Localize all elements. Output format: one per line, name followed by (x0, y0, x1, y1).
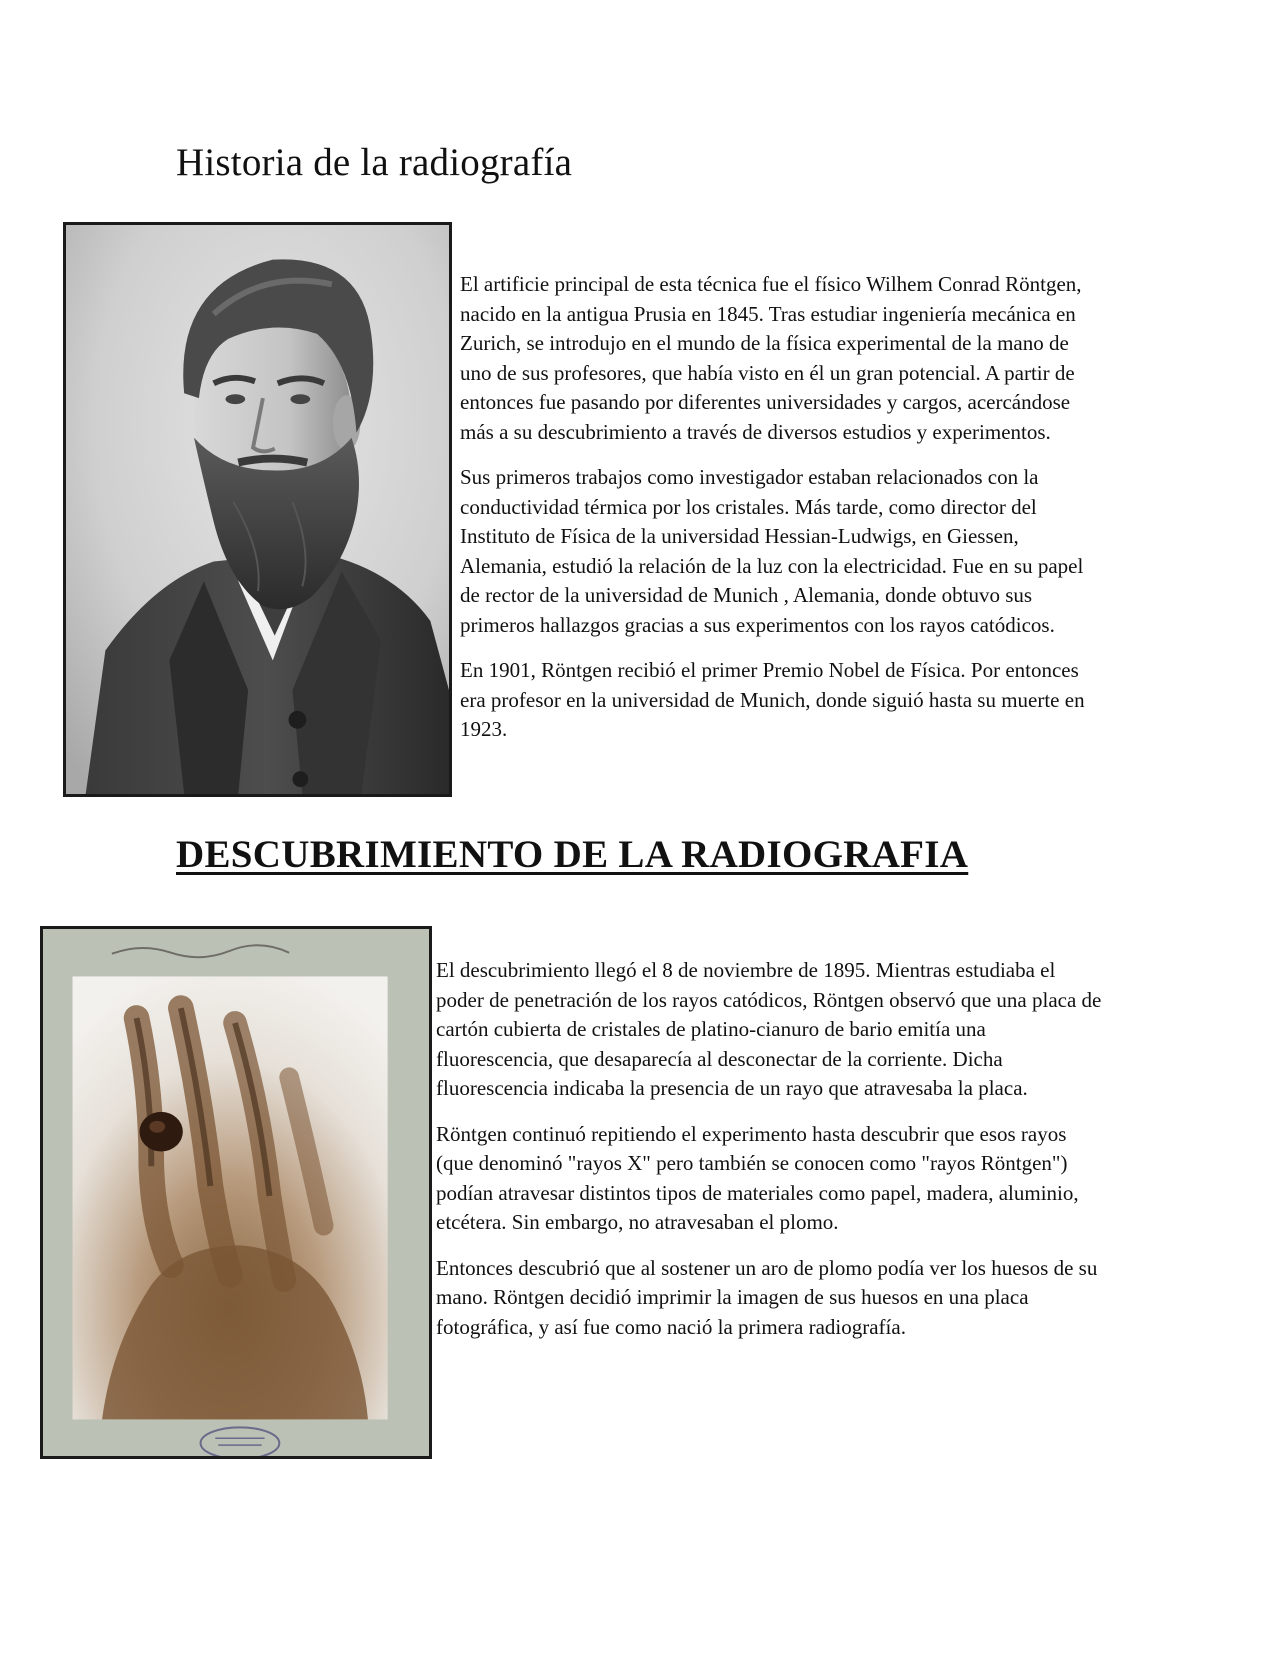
section-heading: DESCUBRIMIENTO DE LA RADIOGRAFIA (176, 833, 969, 876)
paragraph: Sus primeros trabajos como investigador estaban relacionados con la conductividad térmica por los cristales. Más tarde, como director del Instituto de Física de la universidad Hessian-Ludwigs, en Giessen, Alemania, estudió la relación de la luz con la electricidad. Fue en su papel de rector de la universidad de Munich , Alemania, donde obtuvo sus primeros hallazgos gracias a sus experimentos con los rayos catódicos. (460, 465, 1084, 637)
portrait-illustration (66, 225, 449, 794)
biography-text (460, 270, 1105, 761)
paragraph: En 1901, Röntgen recibió el primer Premio Nobel de Física. Por entonces era profesor en la universidad de Munich, donde siguió hasta su muerte en 1923. (460, 658, 1085, 741)
page-title: Historia de la radiografía (176, 141, 573, 184)
paragraph: El artificie principal de esta técnica fue el físico Wilhem Conrad Röntgen, nacido en la antigua Prusia en 1845. Tras estudiar ingeniería mecánica en Zurich, se introdujo en el mundo de la física experimental de la mano de uno de sus profesores, que había visto en él un gran potencial. A partir de entonces fue pasando por diferentes universidades y cargos, acercándose más a su descubrimiento a través de diversos estudios y experimentos. (460, 272, 1082, 444)
paragraph: Entonces descubrió que al sostener un aro de plomo podía ver los huesos de su mano. Röntgen decidió imprimir la imagen de sus huesos en una placa fotográfica, y así fue como nació la primera radiografía. (436, 1255, 1098, 1339)
paragraph: Röntgen continuó repitiendo el experimento hasta descubrir que esos rayos (que denominó "rayos X" pero también se conocen como "rayos Röntgen") podían atravesar distintos tipos de materiales como papel, madera, aluminio, etcétera. Sin embargo, no atravesaban el plomo. (436, 1121, 1079, 1234)
roentgen-portrait-image (63, 222, 452, 797)
discovery-text (436, 956, 1108, 1358)
hand-xray-image (40, 926, 432, 1459)
paragraph: El descubrimiento llegó el 8 de noviembre de 1895. Mientras estudiaba el poder de penetración de los rayos catódicos, Röntgen observó que una placa de cartón cubierta de cristales de platino-cianuro de bario emitía una fluorescencia, que desaparecía al desconectar de la corriente. Dicha fluorescencia indicaba la presencia de un rayo que atravesaba la placa. (436, 958, 1102, 1100)
xray-illustration (43, 929, 429, 1456)
